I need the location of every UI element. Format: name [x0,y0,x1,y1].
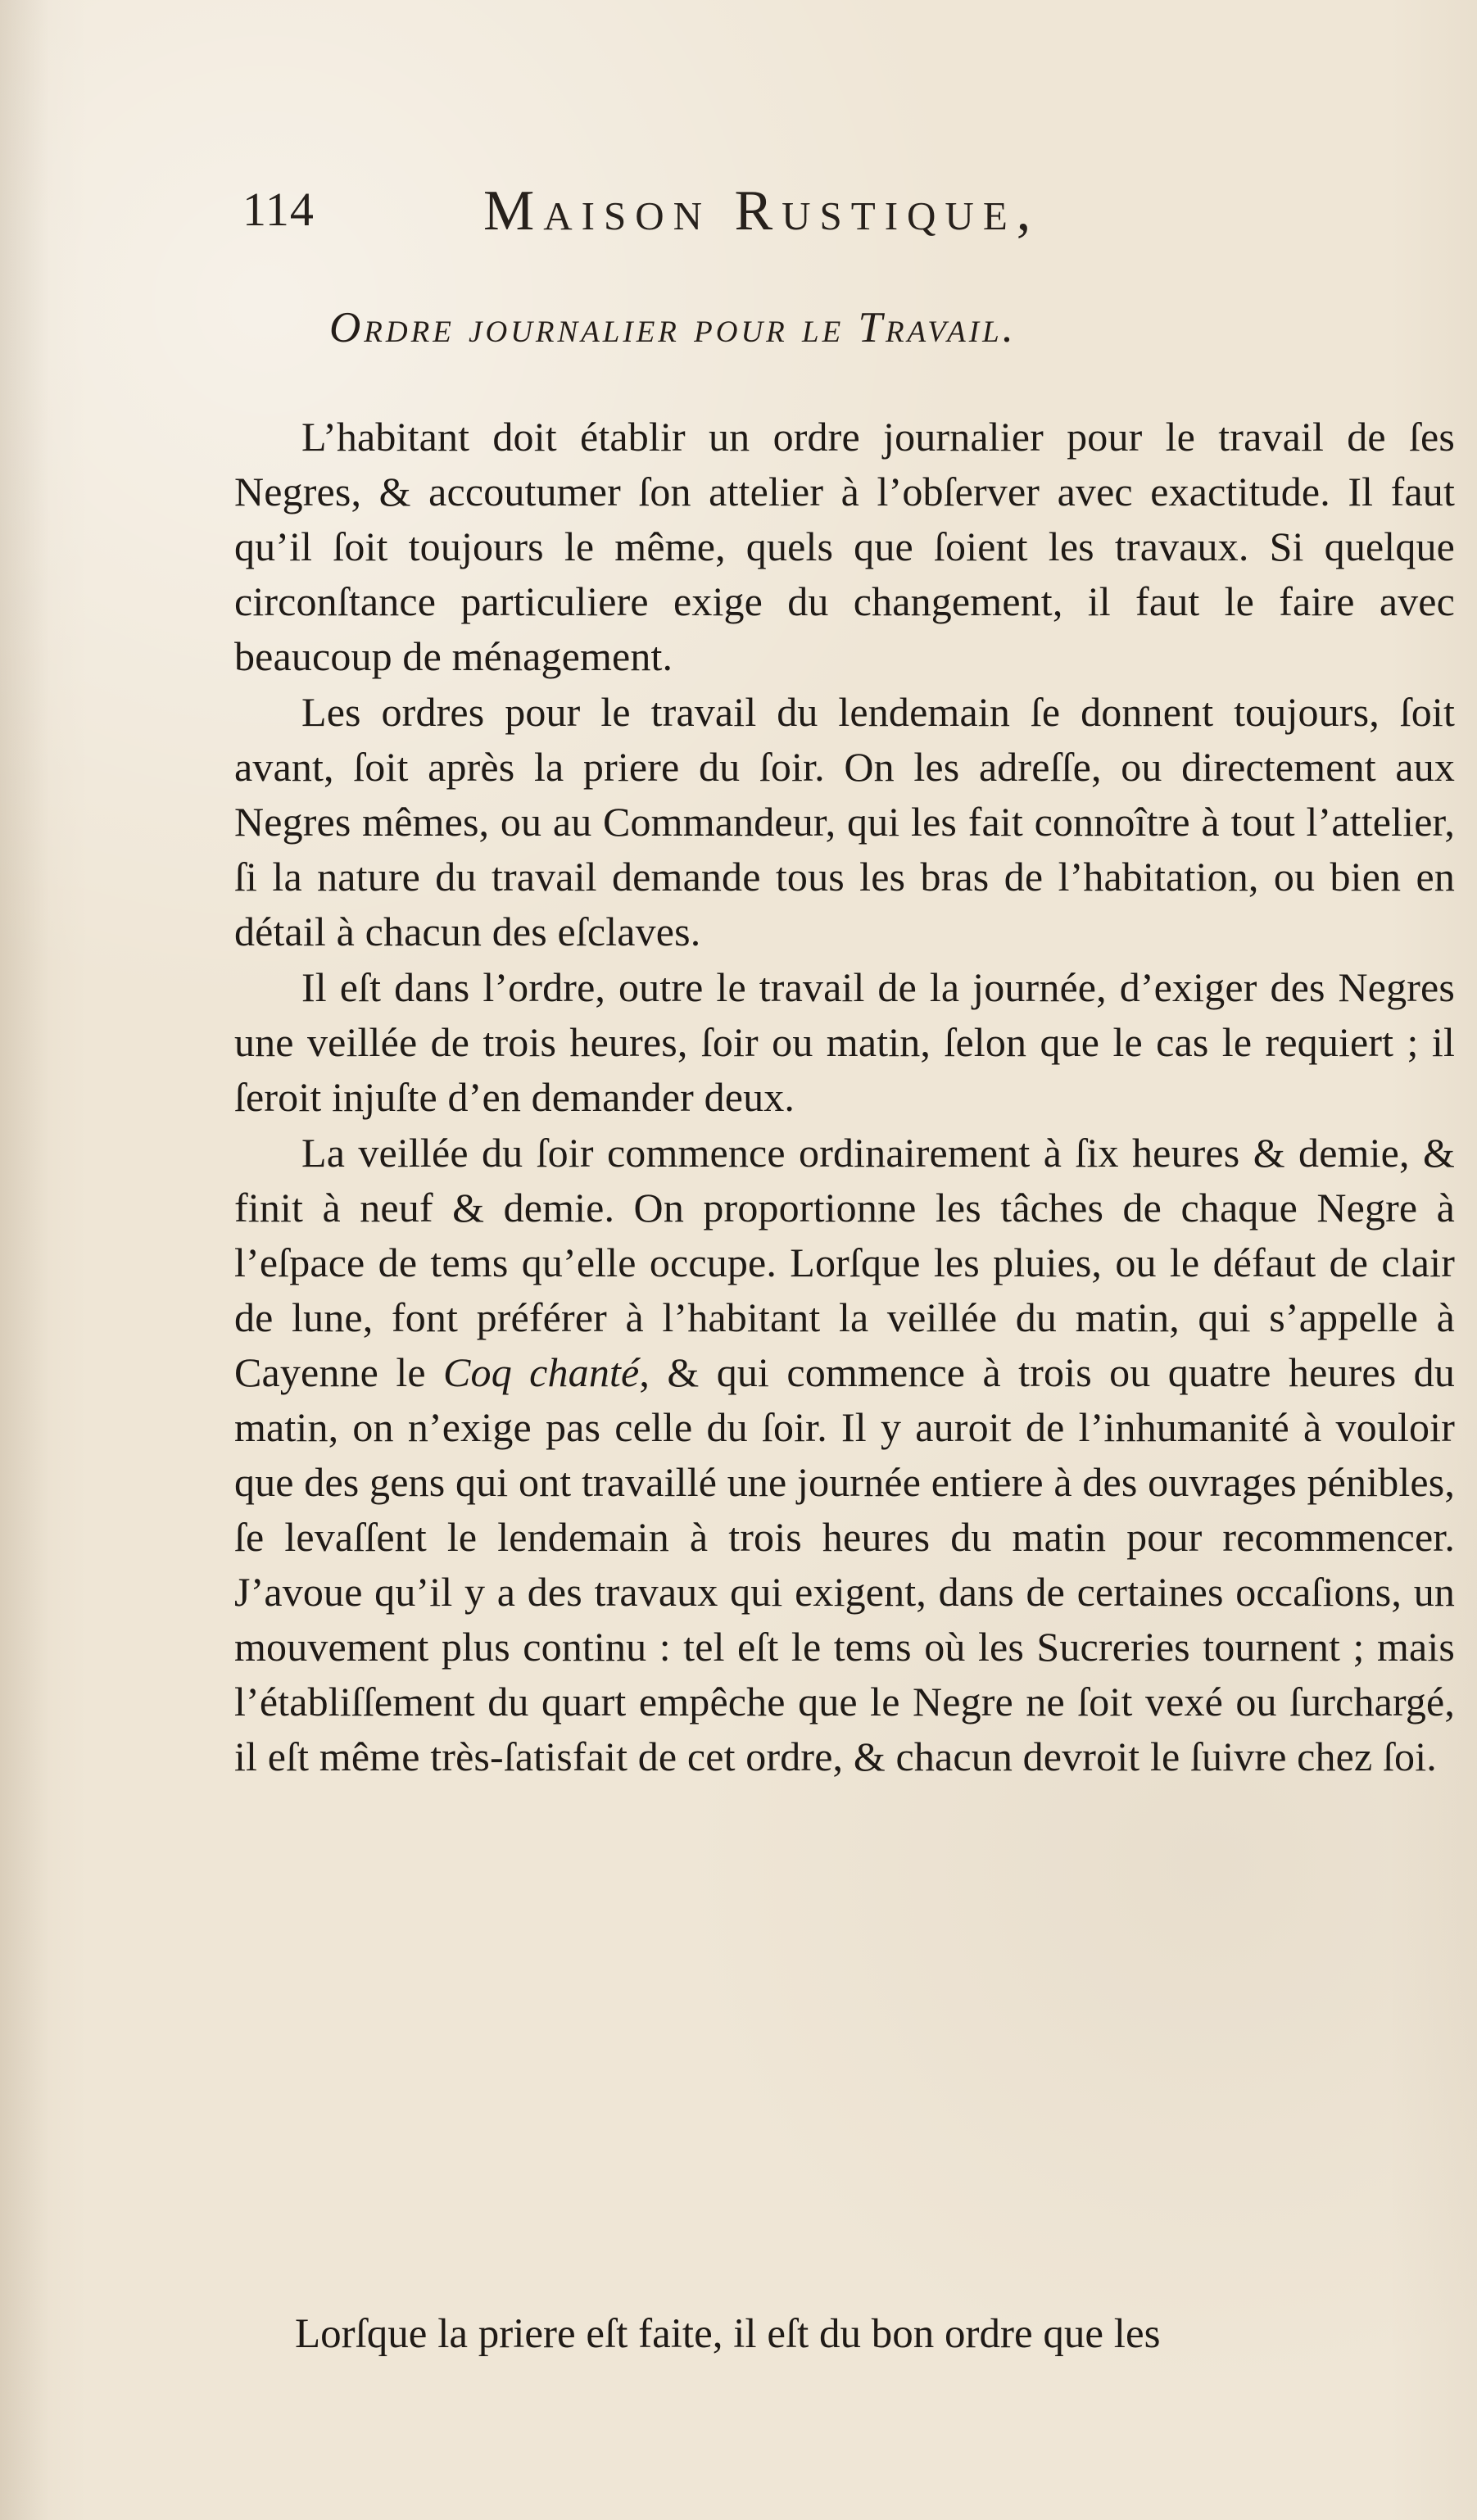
section-title: Ordre journalier pour le Travail. [329,304,1017,351]
paragraph-2: Les ordres pour le travail du lendemain ſe donnent toujours, ſoit avant, ſoit après la priere du ſoir. On les adreſſe, ou directement aux Negres mêmes, ou au Commandeur, qui les fait connoître à tout l’attelier, ſi la nature du travail demande tous les bras de l’habitation, ou bien en détail à chacun des eſclaves. [234,689,1455,954]
paragraph-4-text-b: , & qui commence à trois ou quatre heures du matin, on n’exige pas celle du ſoir. Il y auroit de l’inhumanité à vouloir que des gens qui ont travaillé une journée entiere à des ouvrages pénibles, ſe levaſſent le lendemain à trois heures du matin pour recommencer. J’avoue qu’il y a des travaux qui exigent, dans de certaines occaſions, un mouvement plus continu : tel eſt le tems où les Sucreries tournent ; mais l’établiſſement du quart empêche que le Negre ne ſoit vexé ou ſurchargé, il eſt même très-ſatisfait de cet ordre, & chacun devroit le ſuivre chez ſoi. [234,1349,1455,1779]
paragraph-1: L’habitant doit établir un ordre journalier pour le travail de ſes Negres, & accoutumer ſon attelier à l’obſerver avec exactitude. Il faut qu’il ſoit toujours le même, quels que ſoient les travaux. Si quelque circonſtance particuliere exige du changement, il faut le faire avec beaucoup de ménagement. [234,414,1455,679]
paragraph-3: Il eſt dans l’ordre, outre le travail de la journée, d’exiger des Negres une veillée de trois heures, ſoir ou matin, ſelon que le cas le requiert ; il ſeroit injuſte d’en demander deux. [234,964,1455,1120]
running-title: Maison Rustique, [483,179,1040,242]
paragraph-4-text-a: La veillée du ſoir commence ordinairement à ſix heures & demie, & finit à neuf & demie. On proportionne les tâches de chaque Negre à l’eſpace de tems qu’elle occupe. Lorſque les pluies, ou le défaut de clair de lune, font préférer à l’habitant la veillée du matin, qui s’appelle à Cayenne le [234,1130,1455,1395]
page-gutter-shadow [0,0,49,2520]
page-number: 114 [242,183,315,236]
running-header [234,179,1332,247]
paragraph-4-italic-phrase: Coq chanté [443,1349,640,1395]
paragraph-4 [234,1126,1455,1784]
paragraph-5-first-line: Lorſque la priere eſt faite, il eſt du bon ordre que les [295,2311,1161,2357]
body-text [234,410,1455,1784]
